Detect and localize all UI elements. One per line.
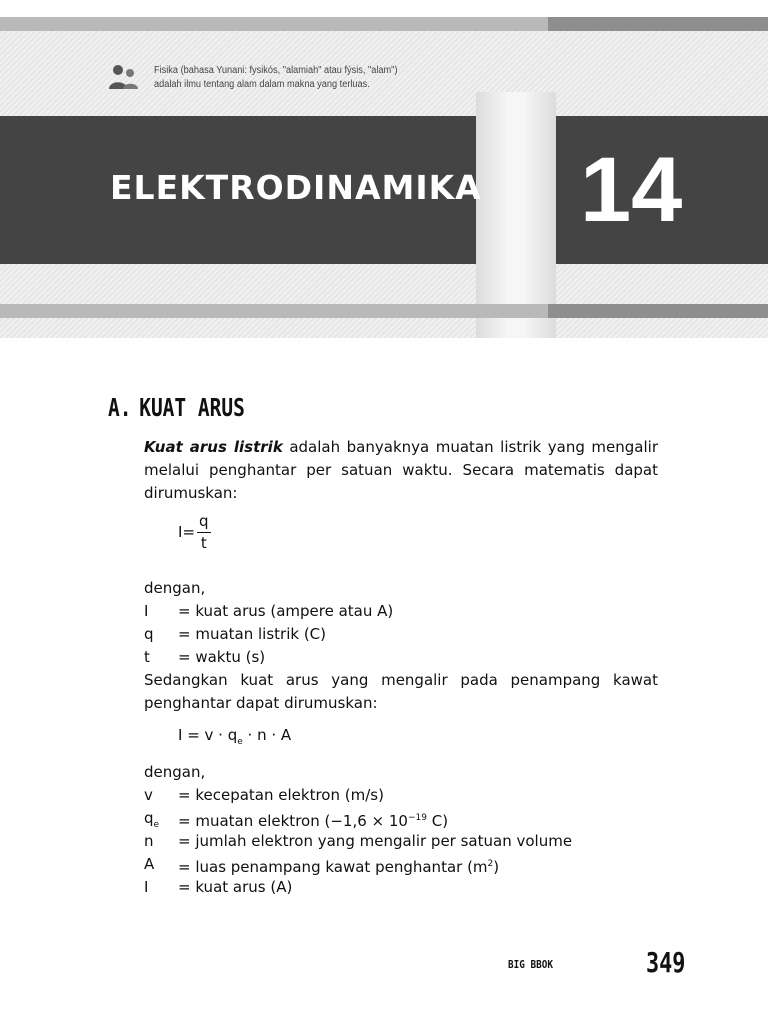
section-letter: A. xyxy=(108,393,132,422)
second-paragraph: Sedangkan kuat arus yang mengalir pada penampang kawat penghantar dapat dirumuskan: xyxy=(144,671,658,712)
vertical-strip xyxy=(476,92,556,338)
formula-current-wire: $I = v \cdot q_e \cdot n \cdot A$ xyxy=(178,726,292,747)
formula-equals: = xyxy=(182,523,196,541)
dengan-label-1: dengan, xyxy=(144,579,206,597)
formula-numerator: q xyxy=(197,511,211,533)
section-heading xyxy=(108,392,245,424)
dengan-label-2: dengan, xyxy=(144,763,206,781)
chapter-title: ELEKTRODINAMIKA xyxy=(110,168,482,207)
header-quote xyxy=(154,64,430,92)
formula-lhs: I xyxy=(178,523,183,541)
quote-line-2: adalah ilmu tentang alam dalam makna yang terluas. xyxy=(154,79,370,90)
definition-row: v = kecepatan elektron (m/s) xyxy=(144,786,384,804)
chapter-number: 14 xyxy=(580,139,683,241)
intro-term: Kuat arus listrik xyxy=(144,438,283,456)
definition-row: I = kuat arus (A) xyxy=(144,878,293,896)
formula-denominator: t xyxy=(200,534,207,552)
definition-row: t = waktu (s) xyxy=(144,648,266,666)
header-top-margin xyxy=(0,0,768,17)
chapter-header xyxy=(0,0,768,338)
definition-row: n = jumlah elektron yang mengalir per satuan volume xyxy=(144,832,573,850)
definition-row: q = muatan listrik (C) xyxy=(144,625,326,643)
intro-paragraph xyxy=(144,436,658,505)
people-icon xyxy=(108,63,140,91)
top-band-dark xyxy=(548,17,768,31)
formula-current xyxy=(144,505,658,563)
content-body xyxy=(144,436,658,899)
formula-fraction xyxy=(197,511,211,554)
intro-text: adalah banyaknya muatan listrik yang mengalir melalui penghantar per satuan waktu. Secara matematis dapat dirumuskan: xyxy=(144,438,658,502)
bottom-band-dark xyxy=(548,304,768,318)
section-title: KUAT ARUS xyxy=(139,393,245,422)
footer-book-name: BIG BBOK xyxy=(508,958,554,971)
definition-row: $q_e$ = muatan elektron ($-1,6 \times 10^{-19}$ C) xyxy=(144,809,449,830)
page-number: 349 xyxy=(646,946,686,979)
definition-row: I = kuat arus (ampere atau A) xyxy=(144,602,394,620)
quote-line-1: Fisika (bahasa Yunani: fysikós, "alamiah" atau fýsis, "alam") xyxy=(154,65,398,76)
definition-row: A = luas penampang kawat penghantar $(m^2)$ xyxy=(144,855,500,876)
